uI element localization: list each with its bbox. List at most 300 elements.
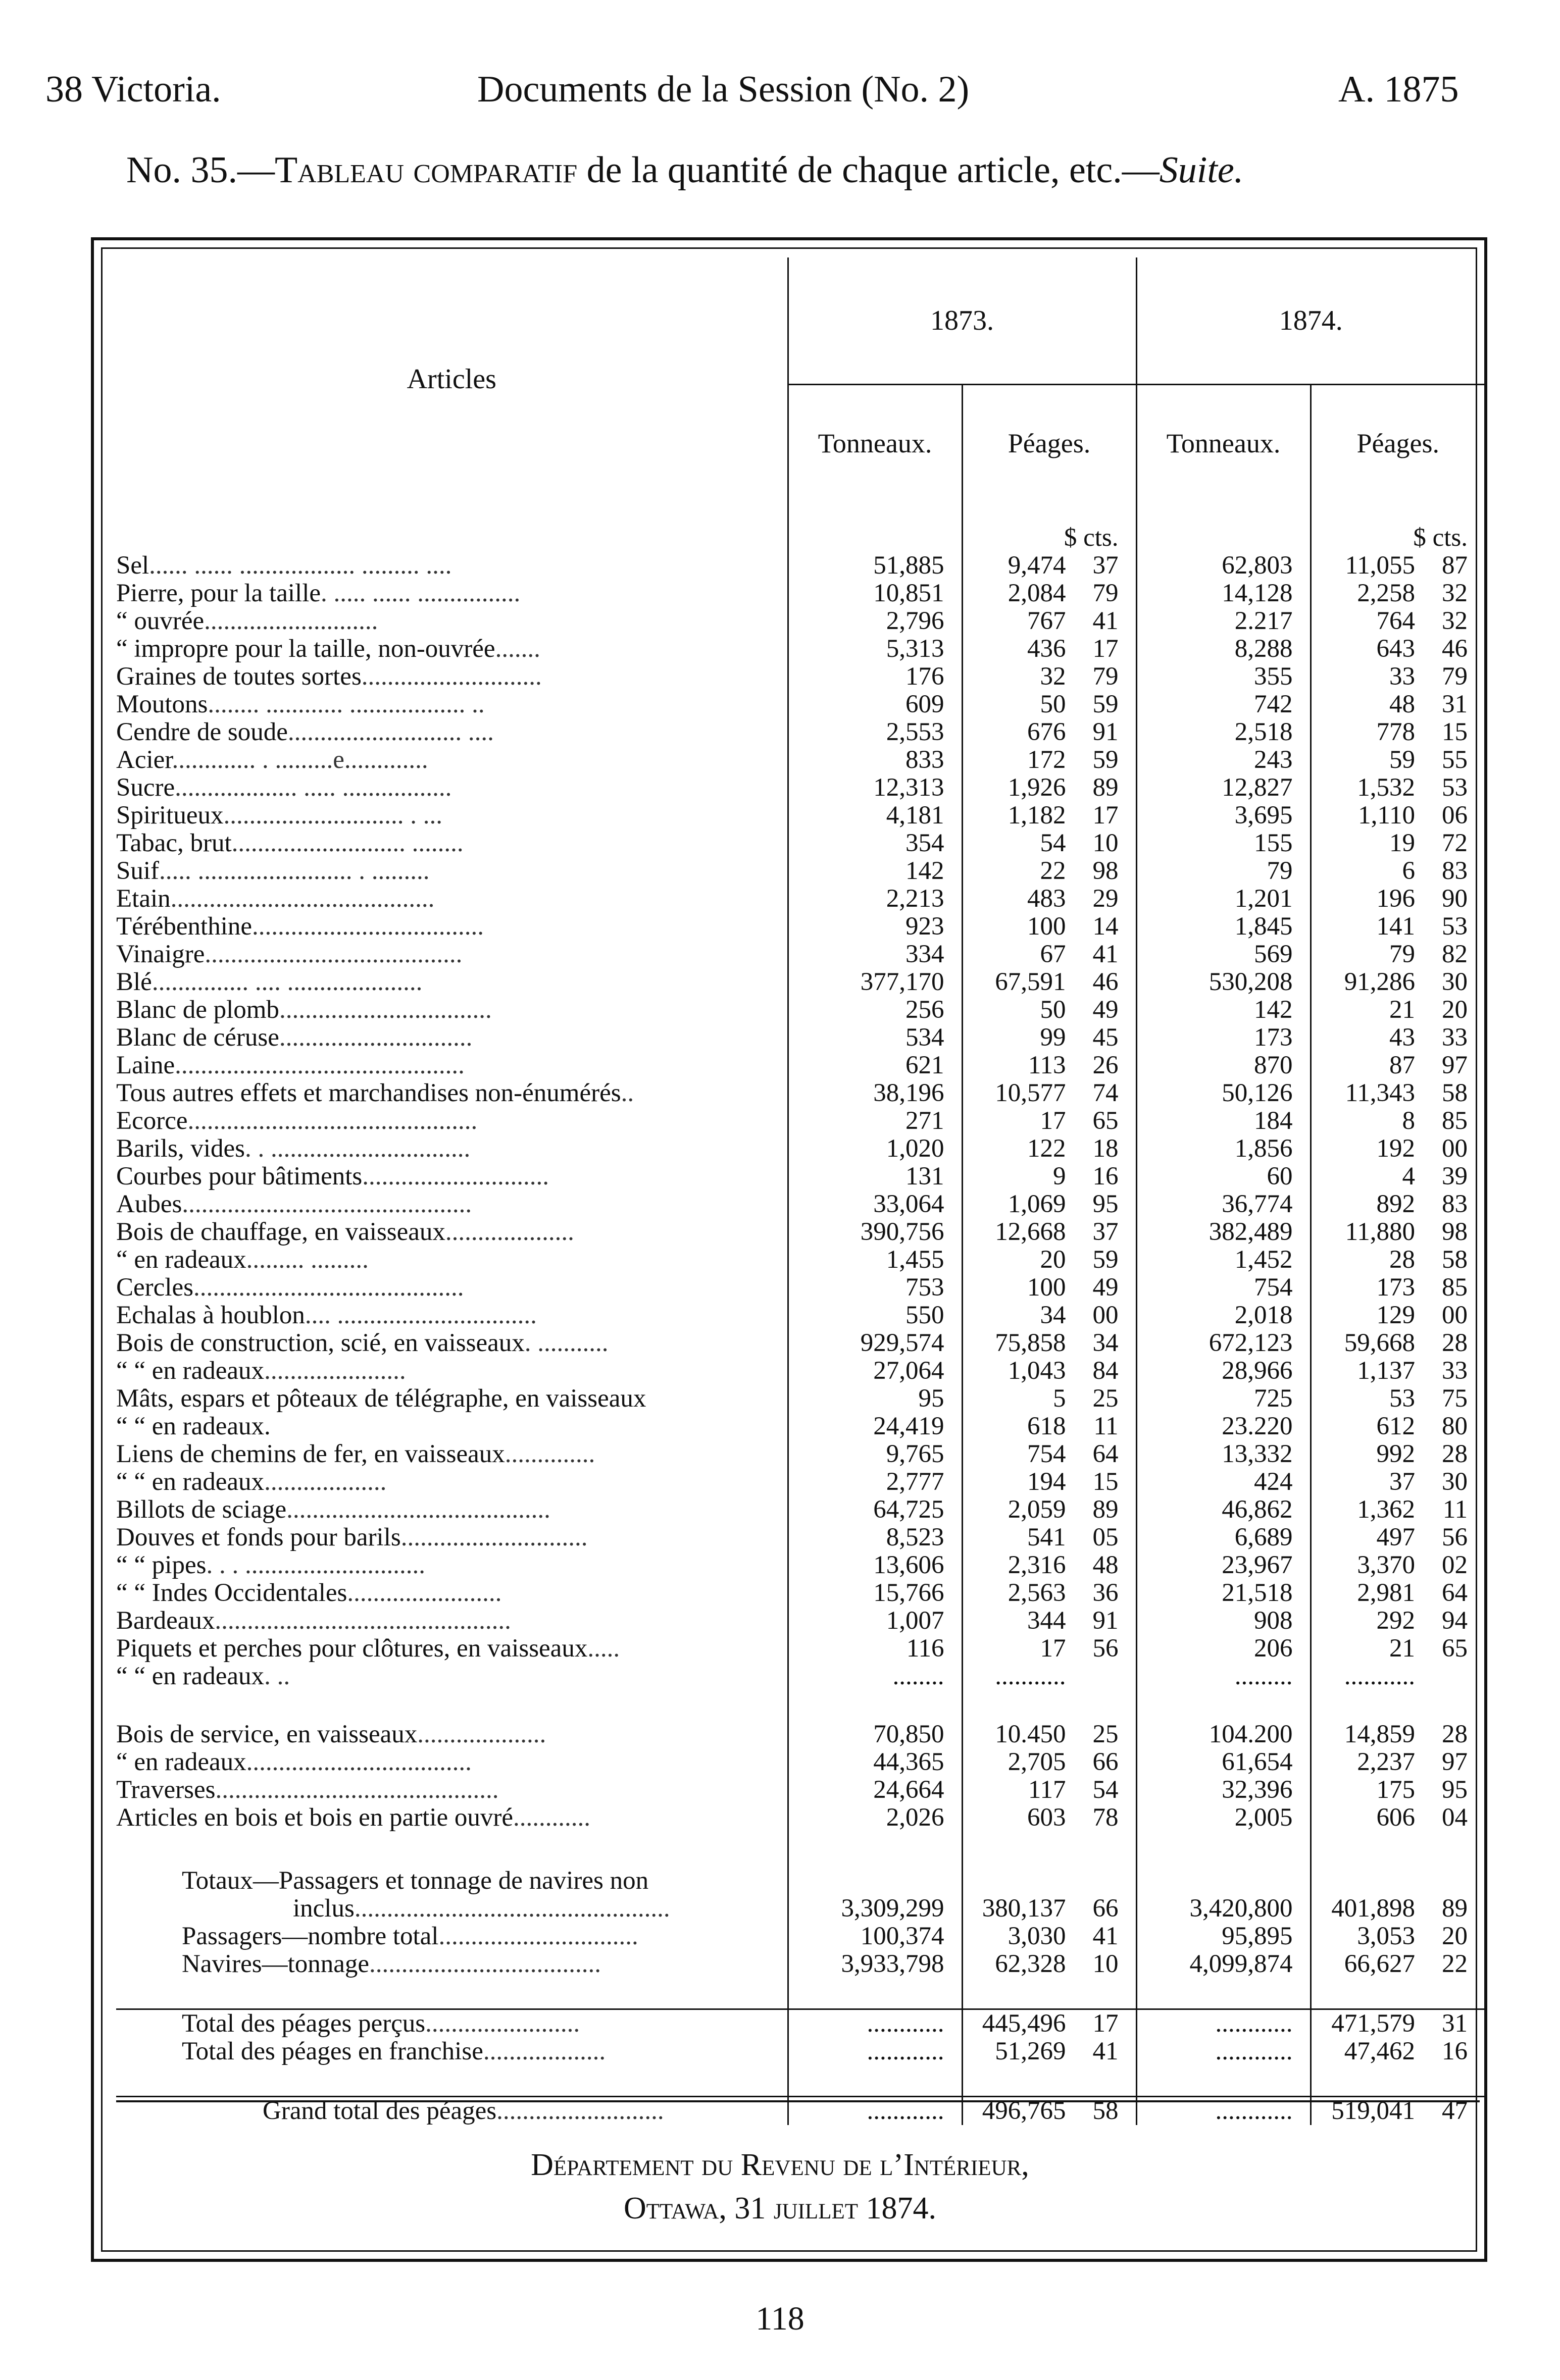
- leader-dots: .........................................: [170, 885, 435, 913]
- tonneaux-1874-cell: 3,695: [1136, 802, 1311, 830]
- cents: 10: [1092, 829, 1119, 857]
- leader-dots: ....................................: [252, 913, 484, 941]
- title-suite: Suite.: [1159, 149, 1244, 191]
- peages-1873-cell: 22 98: [962, 857, 1136, 885]
- tonneaux-1873-cell: 10,851: [788, 580, 962, 607]
- cents: 06: [1442, 801, 1468, 830]
- tonneaux-1874-cell: 60: [1136, 1163, 1311, 1191]
- peages-1873-cell: 483 29: [962, 885, 1136, 913]
- article-name: Billots de sciage: [116, 1496, 287, 1524]
- tonneaux-1873-cell: 923: [788, 913, 962, 941]
- col-header-peages-1873: Péages.: [962, 385, 1136, 502]
- peages-1873-cell: 676 91: [962, 718, 1136, 746]
- tonneaux-1874-cell: .........: [1136, 1663, 1311, 1690]
- article-label: [116, 913, 788, 941]
- cents: 64: [1442, 1579, 1468, 1607]
- leader-dots: .............................................: [187, 1107, 478, 1135]
- leader-dots: ...........................: [204, 607, 378, 635]
- peages-1873-cell: 1,043 84: [962, 1357, 1136, 1385]
- peages-1874-cell: 471,579 31: [1311, 2009, 1485, 2038]
- leader-dots: ....................: [417, 1721, 546, 1748]
- article-name: Graines de toutes sortes: [116, 663, 362, 691]
- peages-1873-cell: 10.450 25: [962, 1721, 1136, 1748]
- cents: 97: [1442, 1748, 1468, 1776]
- cents: 18: [1092, 1134, 1119, 1163]
- tonneaux-1874-cell: 569: [1136, 941, 1311, 968]
- peages-1873-cell: 2,563 36: [962, 1579, 1136, 1607]
- cents: 89: [1092, 1495, 1119, 1524]
- tonneaux-1873-cell: 9,765: [788, 1440, 962, 1468]
- tonneaux-1873-cell: 377,170: [788, 968, 962, 996]
- leader-dots: ..: [621, 1079, 634, 1107]
- tonneaux-1874-cell: 155: [1136, 830, 1311, 857]
- table-row: [116, 1635, 1485, 1663]
- peages-1873-cell: 541 05: [962, 1524, 1136, 1551]
- table-row: [116, 1385, 1485, 1413]
- article-label: [116, 1052, 788, 1079]
- cents: 45: [1092, 1023, 1119, 1052]
- article-label: [116, 1524, 788, 1551]
- peages-1873-cell: 51,269 41: [962, 2038, 1136, 2065]
- cents: 87: [1442, 551, 1468, 580]
- table-row: [116, 552, 1485, 580]
- peages-1873-cell: 496,765 58: [962, 2097, 1136, 2126]
- cents: 33: [1442, 1357, 1468, 1385]
- cents: 54: [1092, 1776, 1119, 1804]
- peages-1874-cell: 129 00: [1376, 1301, 1468, 1329]
- tonneaux-1873-cell: ............: [788, 2009, 962, 2038]
- article-label: [116, 1804, 788, 1832]
- department-name: Département du Revenu de l’Intérieur,: [531, 2148, 1029, 2182]
- department-signature: [0, 2143, 1560, 2230]
- table-row: [116, 1357, 1485, 1385]
- article-name: Douves et fonds pour barils: [116, 1524, 401, 1551]
- tonneaux-1874-cell: 23.220: [1136, 1413, 1311, 1440]
- article-name: “ impropre pour la taille, non-ouvrée: [116, 635, 495, 663]
- peages-1874-cell: 2,258 32: [1357, 579, 1468, 607]
- leader-dots: . ..... ...... ................: [321, 580, 521, 607]
- article-label: [116, 1721, 788, 1748]
- peages-1873-cell: 1,069 95: [962, 1191, 1136, 1218]
- cents: 41: [1092, 940, 1119, 968]
- article-label: [116, 635, 788, 663]
- article-label: [116, 718, 788, 746]
- tonneaux-1874-cell: 79: [1136, 857, 1311, 885]
- article-name: Bardeaux: [116, 1607, 215, 1635]
- leader-dots: ..... ........................ . .........: [159, 857, 430, 885]
- peages-1873-cell: 12,668 37: [962, 1218, 1136, 1246]
- table-row: [116, 1107, 1485, 1135]
- col-header-articles: Articles: [116, 257, 788, 501]
- article-name: Moutons: [116, 691, 208, 718]
- table-row: [116, 2009, 1485, 2038]
- peages-1873-cell: 3,030 41: [962, 1923, 1136, 1950]
- tonneaux-1873-cell: ........: [788, 1663, 962, 1690]
- leader-dots: ..........................: [496, 2097, 664, 2125]
- table-row: [116, 1440, 1485, 1468]
- peages-1874-cell: 1,532 53: [1357, 773, 1468, 802]
- peages-1874-cell: 91,286 30: [1344, 968, 1468, 996]
- article-label: [116, 830, 788, 857]
- tonneaux-1873-cell: 390,756: [788, 1218, 962, 1246]
- article-label: [116, 1895, 788, 1923]
- cents: 74: [1092, 1079, 1119, 1107]
- cents: 97: [1442, 1051, 1468, 1079]
- cents: 78: [1092, 1803, 1119, 1832]
- tonneaux-1873-cell: 334: [788, 941, 962, 968]
- cents: 00: [1442, 1301, 1468, 1329]
- tonneaux-1873-cell: 1,455: [788, 1246, 962, 1274]
- cents: 90: [1442, 885, 1468, 913]
- article-label: [116, 1079, 788, 1107]
- peages-1874-cell: 47,462 16: [1344, 2037, 1468, 2065]
- article-name: Aubes: [116, 1191, 182, 1218]
- tonneaux-1874-cell: 2.217: [1136, 607, 1311, 635]
- article-label: [116, 746, 788, 774]
- cents: 41: [1092, 2037, 1119, 2065]
- cents: 91: [1092, 718, 1119, 746]
- units-peages-1874: $ cts.: [1413, 524, 1468, 552]
- tonneaux-1873-cell: 271: [788, 1107, 962, 1135]
- table-row: [116, 746, 1485, 774]
- article-name: Ecorce: [116, 1107, 188, 1135]
- peages-1874-cell: 3,053 20: [1357, 1922, 1468, 1950]
- article-label: [116, 1468, 788, 1496]
- tonneaux-1874-cell: 173: [1136, 1024, 1311, 1052]
- cents: 39: [1442, 1162, 1468, 1191]
- peages-1874-cell: 11,880 98: [1345, 1218, 1468, 1246]
- tonneaux-1873-cell: 51,885: [788, 552, 962, 580]
- article-label: [116, 1748, 788, 1776]
- cents: 14: [1092, 912, 1119, 941]
- peages-1873-cell: 2,059 89: [962, 1496, 1136, 1524]
- cents: 26: [1092, 1051, 1119, 1079]
- tonneaux-1874-cell: 725: [1136, 1385, 1311, 1413]
- peages-1874-cell: 28 58: [1389, 1246, 1468, 1274]
- table-row: [116, 2038, 1485, 2065]
- tonneaux-1873-cell: 12,313: [788, 774, 962, 802]
- tonneaux-1873-cell: 550: [788, 1302, 962, 1329]
- table-row: [116, 607, 1485, 635]
- cents: 56: [1092, 1634, 1119, 1663]
- tonneaux-1873-cell: 609: [788, 691, 962, 718]
- article-name: Articles en bois et bois en partie ouvré: [116, 1804, 514, 1832]
- peages-1873-cell: 99 45: [962, 1024, 1136, 1052]
- leader-dots: ...................................: [246, 1748, 472, 1776]
- leader-dots: . ..: [264, 1663, 290, 1690]
- cents: 58: [1442, 1079, 1468, 1107]
- leader-dots: ........................................: [205, 941, 463, 968]
- peages-1873-cell: 67 41: [962, 941, 1136, 968]
- article-label: [116, 1923, 788, 1950]
- cents: 33: [1442, 1023, 1468, 1052]
- cents: 20: [1442, 996, 1468, 1024]
- tonneaux-1874-cell: 870: [1136, 1052, 1311, 1079]
- tonneaux-1874-cell: 424: [1136, 1468, 1311, 1496]
- tonneaux-1874-cell: 1,856: [1136, 1135, 1311, 1163]
- peages-1874-cell: 2,237 97: [1357, 1748, 1468, 1776]
- article-name: Barils, vides: [116, 1135, 245, 1163]
- peages-1873-cell: 618 11: [962, 1413, 1136, 1440]
- article-name: Pierre, pour la taille: [116, 580, 321, 607]
- cents: 11: [1442, 1495, 1468, 1524]
- table-row: [116, 1663, 1485, 1690]
- peages-1874-cell: 173 85: [1376, 1273, 1468, 1302]
- peages-1874-cell: 79 82: [1389, 940, 1468, 968]
- table-row: [116, 996, 1485, 1024]
- article-name: Blanc de céruse: [116, 1024, 279, 1052]
- article-name: “ en radeaux: [116, 1748, 246, 1776]
- col-header-1874: 1874.: [1136, 257, 1485, 385]
- cents: 59: [1092, 746, 1119, 774]
- tonneaux-1874-cell: 184: [1136, 1107, 1311, 1135]
- peages-1874-cell: 21 65: [1389, 1634, 1468, 1663]
- peages-1873-cell: 344 91: [962, 1607, 1136, 1635]
- cents: 56: [1442, 1523, 1468, 1551]
- tonneaux-1873-cell: 2,796: [788, 607, 962, 635]
- cents: 29: [1092, 885, 1119, 913]
- article-name: Laine: [116, 1052, 175, 1079]
- article-name: “ en radeaux: [116, 1246, 246, 1274]
- peages-1873-cell: 445,496 17: [962, 2009, 1136, 2038]
- tonneaux-1874-cell: 61,654: [1136, 1748, 1311, 1776]
- article-label: [116, 802, 788, 830]
- footer-rule: [116, 2100, 1480, 2102]
- peages-1873-cell: 50 49: [962, 996, 1136, 1024]
- article-name: Blé: [116, 968, 152, 996]
- peages-1874-cell: 43 33: [1389, 1023, 1468, 1052]
- tonneaux-1873-cell: 100,374: [788, 1923, 962, 1950]
- tonneaux-1874-cell: 46,862: [1136, 1496, 1311, 1524]
- peages-1874-cell: 48 31: [1389, 690, 1468, 718]
- cents: 85: [1442, 1273, 1468, 1302]
- tonneaux-1874-cell: 95,895: [1136, 1923, 1311, 1950]
- leader-dots: ............: [513, 1804, 591, 1832]
- tonneaux-1874-cell: 2,518: [1136, 718, 1311, 746]
- peages-1874-cell: 19 72: [1389, 829, 1468, 857]
- leader-dots: .....: [587, 1635, 620, 1663]
- tonneaux-1874-cell: 206: [1136, 1635, 1311, 1663]
- peages-1873-cell: 194 15: [962, 1468, 1136, 1496]
- table-row: [116, 1246, 1485, 1274]
- tonneaux-1874-cell: ............: [1136, 2038, 1311, 2065]
- spacer-row: [116, 1978, 1485, 2009]
- leader-dots: ............................................: [215, 1776, 499, 1804]
- tonneaux-1874-cell: 28,966: [1136, 1357, 1311, 1385]
- peages-1873-cell: 603 78: [962, 1804, 1136, 1832]
- table-row: [116, 1950, 1485, 1978]
- col-header-tonneaux-1874: Tonneaux.: [1136, 385, 1311, 502]
- cents: 79: [1442, 662, 1468, 691]
- peages-1873-cell: 113 26: [962, 1052, 1136, 1079]
- table-row: [116, 1135, 1485, 1163]
- cents: 04: [1442, 1803, 1468, 1832]
- tonneaux-1874-cell: 4,099,874: [1136, 1950, 1311, 1978]
- tonneaux-1874-cell: 104.200: [1136, 1721, 1311, 1748]
- table-row: [116, 885, 1485, 913]
- leader-dots: ....................: [445, 1218, 574, 1246]
- peages-1873-cell: 20 59: [962, 1246, 1136, 1274]
- peages-1873-cell: 67,591 46: [962, 968, 1136, 996]
- cents: 00: [1442, 1134, 1468, 1163]
- table-row: [116, 1302, 1485, 1329]
- cents: 02: [1442, 1551, 1468, 1579]
- tonneaux-1874-cell: ............: [1136, 2009, 1311, 2038]
- article-name: “ “ en radeaux: [116, 1468, 265, 1496]
- cents: 10: [1092, 1950, 1119, 1978]
- tonneaux-1874-cell: 12,827: [1136, 774, 1311, 802]
- cents: 20: [1442, 1922, 1468, 1950]
- peages-1873-cell: 767 41: [962, 607, 1136, 635]
- col-header-peages-1874: Péages.: [1356, 428, 1439, 458]
- article-label: [116, 1551, 788, 1579]
- article-name: Mâts, espars et pôteaux de télégraphe, en vaisseaux: [116, 1385, 646, 1413]
- tonneaux-1873-cell: 1,020: [788, 1135, 962, 1163]
- peages-1874-cell: 992 28: [1376, 1440, 1468, 1468]
- article-label: [116, 1867, 788, 1895]
- leader-dots: .................................: [279, 996, 492, 1024]
- peages-1874-cell: 6 83: [1402, 857, 1468, 885]
- table-row: [116, 1804, 1485, 1832]
- peages-1873-cell: 117 54: [962, 1776, 1136, 1804]
- cents: 49: [1092, 1273, 1119, 1302]
- article-label: [116, 1218, 788, 1246]
- article-label: [116, 580, 788, 607]
- article-label: [116, 1776, 788, 1804]
- cents: 85: [1442, 1107, 1468, 1135]
- spacer-row: [116, 1690, 1485, 1721]
- article-label: [116, 1607, 788, 1635]
- tonneaux-1874-cell: 2,018: [1136, 1302, 1311, 1329]
- table-row: [116, 1024, 1485, 1052]
- cents: 95: [1092, 1190, 1119, 1218]
- table-row: [116, 941, 1485, 968]
- peages-1874-cell: 1,110 06: [1358, 801, 1468, 830]
- units-peages-1873: $ cts.: [962, 501, 1136, 552]
- tonneaux-1874-cell: 754: [1136, 1274, 1311, 1302]
- peages-1873-cell: 17 65: [962, 1107, 1136, 1135]
- tonneaux-1873-cell: 354: [788, 830, 962, 857]
- cents: 80: [1442, 1412, 1468, 1440]
- cents: 15: [1442, 718, 1468, 746]
- leader-dots: .............................................: [175, 1052, 465, 1079]
- article-name: Etain: [116, 885, 171, 913]
- article-label: [116, 1385, 788, 1413]
- tonneaux-1874-cell: 530,208: [1136, 968, 1311, 996]
- leader-dots: ........................... ........: [231, 830, 464, 857]
- cents: 65: [1442, 1634, 1468, 1663]
- leader-dots: ..............................................: [215, 1607, 511, 1635]
- comparison-table: [116, 257, 1485, 2125]
- article-name: “ ouvrée: [116, 607, 205, 635]
- tonneaux-1873-cell: ............: [788, 2038, 962, 2065]
- cents: 46: [1092, 968, 1119, 996]
- cents: 28: [1442, 1720, 1468, 1748]
- leader-dots: ............................ . ...: [223, 802, 442, 830]
- tonneaux-1873-cell: 95: [788, 1385, 962, 1413]
- article-name: Tabac, brut: [116, 830, 232, 857]
- table-row: [116, 1052, 1485, 1079]
- cents: 15: [1092, 1468, 1119, 1496]
- table-row: [116, 1496, 1485, 1524]
- running-header: [45, 68, 1510, 124]
- table-body: [116, 501, 1485, 2125]
- peages-1873-cell: 9,474 37: [962, 552, 1136, 580]
- article-label: [116, 691, 788, 718]
- peages-1874-cell: 175 95: [1376, 1776, 1468, 1804]
- peages-1874-cell: 66,627 22: [1344, 1950, 1468, 1978]
- cents: 59: [1092, 1246, 1119, 1274]
- tonneaux-1873-cell: 3,933,798: [788, 1950, 962, 1978]
- article-label: [116, 1635, 788, 1663]
- tonneaux-1874-cell: 50,126: [1136, 1079, 1311, 1107]
- leader-dots: ........................... ....: [287, 718, 494, 746]
- leader-dots: . . ...............................: [244, 1135, 471, 1163]
- table-row: [116, 1218, 1485, 1246]
- article-name: Sel: [116, 552, 149, 580]
- peages-1874-cell: 53 75: [1389, 1384, 1468, 1413]
- peages-1874-cell: 14,859 28: [1344, 1720, 1468, 1748]
- leader-dots: . . . ............................: [206, 1551, 425, 1579]
- peages-1874-cell: 21 20: [1389, 996, 1468, 1024]
- spacer-row: [116, 1832, 1485, 1867]
- peages-1873-cell: 17 56: [962, 1635, 1136, 1663]
- cents: 41: [1092, 607, 1119, 635]
- article-name: inclus: [293, 1895, 355, 1923]
- article-name: Traverses: [116, 1776, 216, 1804]
- tonneaux-1874-cell: 23,967: [1136, 1551, 1311, 1579]
- peages-1874-cell: ...........: [1344, 1662, 1415, 1690]
- table-row: [116, 1721, 1485, 1748]
- peages-1874-cell: 196 90: [1376, 885, 1468, 913]
- tonneaux-1873-cell: 131: [788, 1163, 962, 1191]
- article-name: “ “ en radeaux: [116, 1663, 265, 1690]
- tonneaux-1874-cell: 6,689: [1136, 1524, 1311, 1551]
- article-name: Navires—tonnage: [182, 1950, 370, 1978]
- place-date: Ottawa, 31 juillet 1874.: [623, 2191, 937, 2226]
- table-row: [116, 1551, 1485, 1579]
- table-row: [116, 1579, 1485, 1607]
- article-name: Spiritueux: [116, 802, 224, 830]
- tonneaux-1874-cell: 2,005: [1136, 1804, 1311, 1832]
- article-label: [116, 857, 788, 885]
- table-row: [116, 718, 1485, 746]
- cents: 65: [1092, 1107, 1119, 1135]
- article-label: [116, 2009, 788, 2038]
- peages-1873-cell: 50 59: [962, 691, 1136, 718]
- tonneaux-1873-cell: 8,523: [788, 1524, 962, 1551]
- peages-1874-cell: 59 55: [1389, 746, 1468, 774]
- table-row: [116, 663, 1485, 691]
- article-label: [116, 607, 788, 635]
- tonneaux-1874-cell: 62,803: [1136, 552, 1311, 580]
- cents: 98: [1092, 857, 1119, 885]
- cents: 55: [1442, 746, 1468, 774]
- tonneaux-1873-cell: 2,553: [788, 718, 962, 746]
- table-row: [116, 1748, 1485, 1776]
- peages-1873-cell: 100 14: [962, 913, 1136, 941]
- table-row: [116, 857, 1485, 885]
- cents: 11: [1093, 1412, 1119, 1440]
- spacer-row: [116, 2065, 1485, 2097]
- cents: 95: [1442, 1776, 1468, 1804]
- cents: 37: [1092, 1218, 1119, 1246]
- cents: 58: [1442, 1246, 1468, 1274]
- tonneaux-1874-cell: [1136, 1867, 1311, 1895]
- article-name: Liens de chemins de fer, en vaisseaux: [116, 1440, 505, 1468]
- tonneaux-1874-cell: 13,332: [1136, 1440, 1311, 1468]
- tonneaux-1874-cell: 8,288: [1136, 635, 1311, 663]
